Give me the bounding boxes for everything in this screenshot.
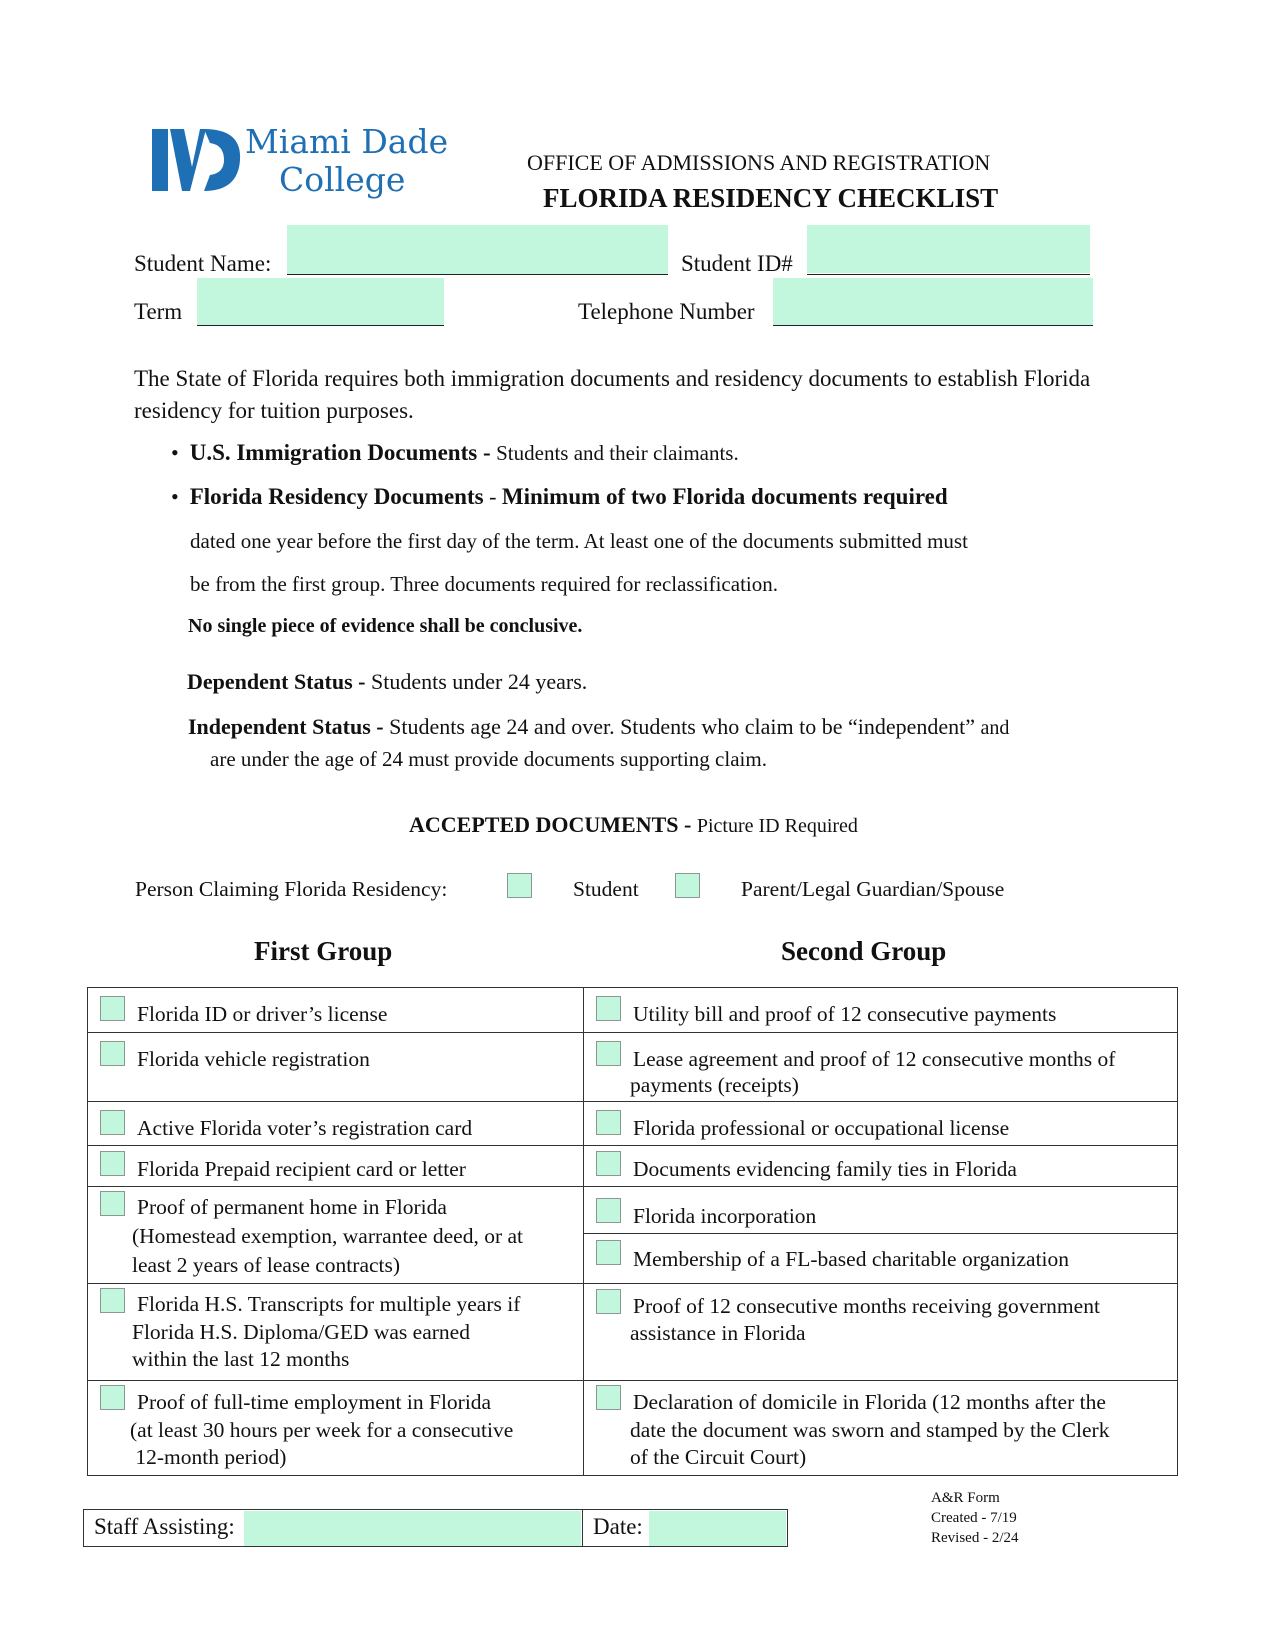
claimant-label: Person Claiming Florida Residency: <box>135 877 448 901</box>
date-label: Date: <box>593 1514 643 1539</box>
table-row <box>88 1187 1178 1284</box>
first-group-cell <box>88 1284 584 1381</box>
checkbox-charitable-membership[interactable] <box>596 1240 621 1265</box>
term-label: Term <box>134 299 183 324</box>
doc-label: Utility bill and proof of 12 consecutive payments <box>633 1002 1057 1026</box>
checkbox-utility-bill[interactable] <box>596 996 621 1021</box>
first-group-cell <box>88 1146 584 1187</box>
parent-option-label: Parent/Legal Guardian/Spouse <box>741 877 1005 901</box>
independent-status <box>188 714 1009 740</box>
checkbox-fl-incorporation[interactable] <box>596 1198 621 1223</box>
term-underline <box>197 325 444 326</box>
doc-label: Proof of full-time employment in Florida <box>137 1390 492 1414</box>
accepted-documents-heading <box>409 812 858 838</box>
page-title: FLORIDA RESIDENCY CHECKLIST <box>543 183 999 213</box>
form-info <box>931 1488 1019 1548</box>
form-name: A&R Form <box>931 1490 1000 1506</box>
intro-paragraph: The State of Florida requires both immigration documents and residency documents to establish Florida residency for tuition purposes. <box>134 366 1091 423</box>
checkbox-vehicle-registration[interactable] <box>100 1041 125 1066</box>
residency-line-3: be from the first group. Three documents required for reclassification. <box>190 572 778 596</box>
doc-label: Proof of permanent home in Florida <box>137 1195 447 1219</box>
table-row <box>88 1381 1178 1476</box>
checkbox-hs-transcripts[interactable] <box>100 1288 125 1313</box>
telephone-field[interactable] <box>773 278 1093 326</box>
residency-minimum: Minimum of two Florida documents required <box>501 484 948 509</box>
checkbox-family-ties[interactable] <box>596 1151 621 1176</box>
bullet-dot: • <box>171 484 190 509</box>
table-row <box>84 1510 788 1547</box>
staff-cell <box>84 1510 583 1547</box>
bullet-residency <box>171 484 948 510</box>
independent-text: Students age 24 and over. Students who claim to be “independent” <box>389 714 976 739</box>
student-name-label: Student Name: <box>134 251 272 276</box>
checkbox-professional-license[interactable] <box>596 1110 621 1135</box>
doc-label: Declaration of domicile in Florida (12 months after the <box>633 1390 1106 1414</box>
doc-label-line3: within the last 12 months <box>132 1347 350 1371</box>
telephone-label: Telephone Number <box>578 299 755 324</box>
independent-heading: Independent Status - <box>188 714 384 739</box>
first-group-cell <box>88 1033 584 1102</box>
checkbox-voter-card[interactable] <box>100 1110 125 1135</box>
term-field[interactable] <box>197 278 444 326</box>
dependent-heading: Dependent Status - <box>187 669 366 694</box>
first-group-cell <box>88 988 584 1033</box>
checkbox-full-time-employment[interactable] <box>100 1385 125 1410</box>
date-cell <box>583 1510 788 1547</box>
table-row <box>88 1102 1178 1146</box>
form-revised: Revised - 2/24 <box>931 1530 1019 1546</box>
doc-label-line3: 12-month period) <box>130 1445 287 1469</box>
student-name-field[interactable] <box>287 225 668 275</box>
checkbox-permanent-home[interactable] <box>100 1191 125 1216</box>
doc-label: Membership of a FL-based charitable organization <box>633 1247 1070 1271</box>
accepted-heading: ACCEPTED DOCUMENTS - <box>409 812 692 837</box>
checkbox-prepaid-card[interactable] <box>100 1151 125 1176</box>
form-created: Created - 7/19 <box>931 1510 1017 1526</box>
parent-guardian-checkbox[interactable] <box>675 873 700 898</box>
dependent-text: Students under 24 years. <box>370 669 588 694</box>
documents-table <box>87 987 1178 1476</box>
doc-label: Florida vehicle registration <box>137 1047 370 1071</box>
doc-label-line3: least 2 years of lease contracts) <box>132 1253 401 1277</box>
doc-label-line2: (Homestead exemption, warrantee deed, or at <box>132 1224 524 1248</box>
doc-label: Florida ID or driver’s license <box>137 1002 388 1026</box>
accepted-sub: Picture ID Required <box>696 815 858 837</box>
doc-label: Florida H.S. Transcripts for multiple years if <box>137 1292 521 1316</box>
student-id-field[interactable] <box>807 225 1090 273</box>
independent-line-2: are under the age of 24 must provide documents supporting claim. <box>210 747 767 771</box>
first-group-cell <box>88 1187 584 1284</box>
residency-heading: Florida Residency Documents <box>189 484 484 509</box>
student-id-label: Student ID# <box>681 251 793 276</box>
checkbox-lease-agreement[interactable] <box>596 1041 621 1066</box>
doc-label-line2: date the document was sworn and stamped by the Clerk <box>630 1418 1110 1442</box>
doc-label-line2: (at least 30 hours per week for a consecutive <box>130 1418 514 1442</box>
student-option-label: Student <box>573 877 639 901</box>
student-id-underline <box>807 274 1090 275</box>
table-row <box>88 988 1178 1033</box>
second-group-cell <box>584 1187 1178 1284</box>
table-row <box>88 1146 1178 1187</box>
second-group-cell <box>584 1102 1178 1146</box>
doc-label: Proof of 12 consecutive months receiving government <box>633 1294 1100 1318</box>
checkbox-fl-id[interactable] <box>100 996 125 1021</box>
table-row <box>88 1033 1178 1102</box>
doc-label: Florida Prepaid recipient card or letter <box>137 1157 466 1181</box>
residency-dash: - <box>489 484 497 509</box>
immigration-heading: U.S. Immigration Documents - <box>189 440 491 465</box>
bullet-dot: • <box>171 440 190 465</box>
independent-and: and <box>980 717 1010 739</box>
college-logo-mark <box>152 127 242 193</box>
doc-label-line3: of the Circuit Court) <box>630 1445 807 1469</box>
office-name: OFFICE OF ADMISSIONS AND REGISTRATION <box>527 150 991 175</box>
split-cell-bottom <box>584 1234 1177 1283</box>
doc-label: Active Florida voter’s registration card <box>137 1116 473 1140</box>
second-group-heading: Second Group <box>781 936 947 966</box>
second-group-cell <box>584 988 1178 1033</box>
logo-line-2: College <box>279 160 406 199</box>
doc-label: Documents evidencing family ties in Florida <box>633 1157 1017 1181</box>
first-group-heading: First Group <box>254 936 393 966</box>
split-cell-top <box>584 1187 1177 1234</box>
no-single-evidence: No single piece of evidence shall be conclusive. <box>188 615 583 637</box>
bullet-immigration <box>171 440 739 466</box>
second-group-cell <box>584 1381 1178 1476</box>
table-row <box>88 1284 1178 1381</box>
staff-table <box>83 1509 788 1547</box>
dependent-status <box>187 669 587 695</box>
checkbox-government-assistance[interactable] <box>596 1289 621 1314</box>
checkbox-declaration-domicile[interactable] <box>596 1385 621 1410</box>
first-group-cell <box>88 1381 584 1476</box>
second-group-cell <box>584 1033 1178 1102</box>
date-field[interactable] <box>649 1511 786 1546</box>
doc-label-line2: assistance in Florida <box>630 1321 806 1345</box>
logo-line-1: Miami Dade <box>245 122 449 161</box>
staff-label: Staff Assisting: <box>94 1514 235 1539</box>
doc-label: Florida professional or occupational license <box>633 1116 1010 1140</box>
doc-label-line2: payments (receipts) <box>630 1073 799 1097</box>
residency-line-2: dated one year before the first day of the term. At least one of the documents submitted must <box>190 529 968 553</box>
doc-label-line2: Florida H.S. Diploma/GED was earned <box>132 1320 470 1344</box>
second-group-cell <box>584 1146 1178 1187</box>
student-name-underline <box>287 274 668 275</box>
staff-field[interactable] <box>244 1511 581 1546</box>
telephone-underline <box>773 325 1093 326</box>
first-group-cell <box>88 1102 584 1146</box>
second-group-cell <box>584 1284 1178 1381</box>
student-checkbox[interactable] <box>507 873 532 898</box>
immigration-text: Students and their claimants. <box>496 441 739 465</box>
doc-label: Florida incorporation <box>633 1204 817 1228</box>
doc-label: Lease agreement and proof of 12 consecutive months of <box>633 1047 1116 1071</box>
